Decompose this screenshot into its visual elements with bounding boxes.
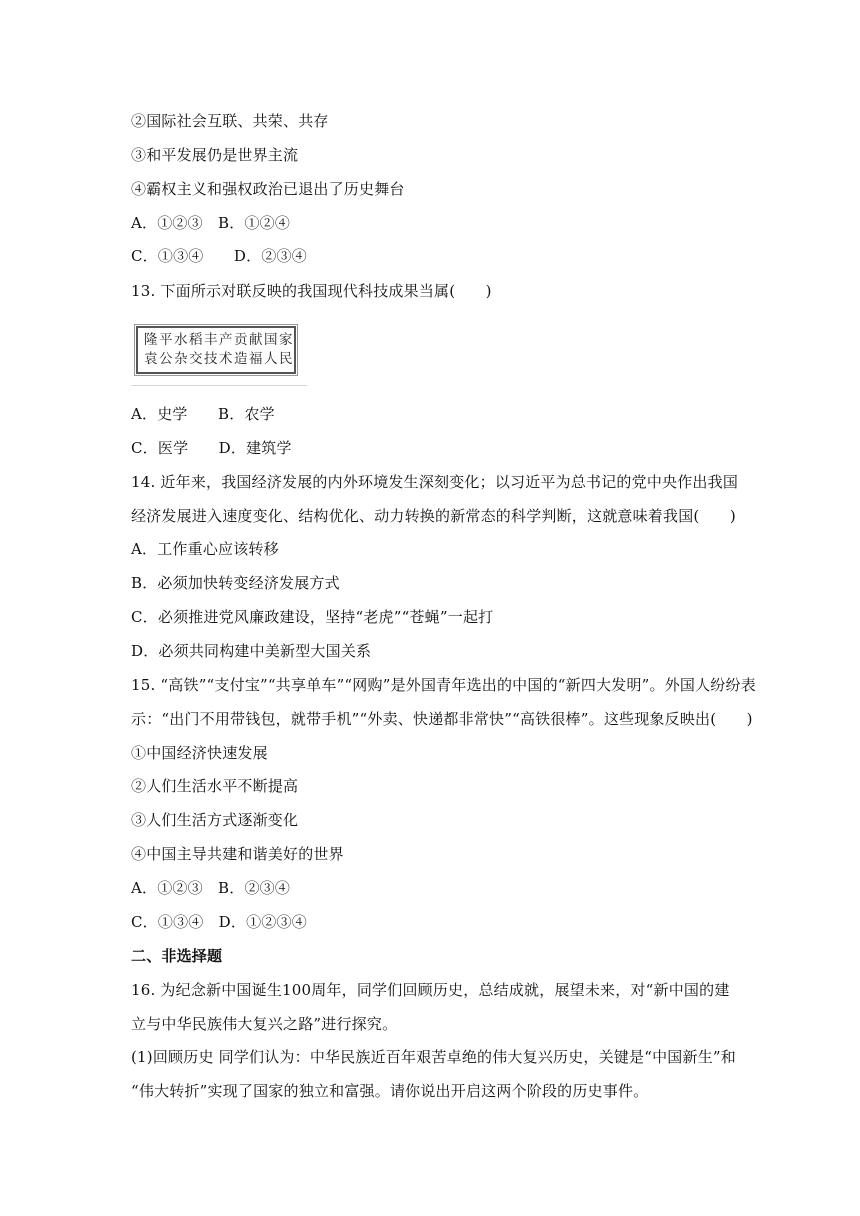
section-heading: 二、非选择题 [131,947,223,965]
answer-choices-ab: A．①②③ B．②③④ [131,879,291,897]
answer-choice-a: A．工作重心应该转移 [131,540,279,558]
answer-choices-cd: C．①③④ D．①②③④ [131,913,307,931]
option-statement-3: ③和平发展仍是世界主流 [131,146,299,164]
option-statement-1: ①中国经济快速发展 [131,744,268,762]
answer-choices-ab: A．①②③ B．①②④ [131,214,291,232]
answer-choice-d: D．必须共同构建中美新型大国关系 [131,642,372,660]
question-14-line-1: 14. 近年来，我国经济发展的内外环境发生深刻变化；以习近平为总书记的党中央作出我国 [131,473,739,491]
option-statement-2: ②人们生活水平不断提高 [131,777,299,795]
question-13: 13. 下面所示对联反映的我国现代科技成果当属( ) [131,282,492,300]
question-15-line-2: 示：“出门不用带钱包，就带手机”“外卖、快递都非常快”“高铁很棒”。这些现象反映出( ) [131,710,753,728]
couplet-image [131,321,307,386]
option-statement-4: ④霸权主义和强权政治已退出了历史舞台 [131,180,405,198]
option-statement-4: ④中国主导共建和谐美好的世界 [131,845,344,863]
answer-choice-b: B．必须加快转变经济发展方式 [131,574,340,592]
answer-choices-cd: C．①③④ D．②③④ [131,247,307,265]
couplet-line-upper: 隆平水稻丰产贡献国家 [144,332,294,348]
question-14-line-2: 经济发展进入速度变化、结构优化、动力转换的新常态的科学判断，这就意味着我国( ) [131,507,736,525]
question-16-line-2: 立与中华民族伟大复兴之路”进行探究。 [131,1015,398,1033]
answer-choices-ab: A．史学 B．农学 [131,405,275,423]
answer-choices-cd: C．医学 D．建筑学 [131,439,292,457]
question-16-part-1-line-1: (1)回顾历史 同学们认为：中华民族近百年艰苦卓绝的伟大复兴历史，关键是“中国新生”和 [131,1048,736,1066]
couplet-line-lower: 袁公杂交技术造福人民 [144,351,294,367]
answer-choice-c: C．必须推进党风廉政建设，坚持“老虎”“苍蝇”一起打 [131,608,494,626]
question-16-line-1: 16. 为纪念新中国诞生100周年，同学们回顾历史，总结成就，展望未来，对“新中国的建 [131,981,730,999]
question-16-part-1-line-2: “伟大转折”实现了国家的独立和富强。请你说出开启这两个阶段的历史事件。 [131,1082,649,1100]
couplet-frame [136,326,296,374]
option-statement-2: ②国际社会互联、共荣、共存 [131,112,329,130]
question-15-line-1: 15. “高铁”“支付宝”“共享单车”“网购”是外国青年选出的中国的“新四大发明”。外国人纷纷表 [131,676,756,694]
option-statement-3: ③人们生活方式逐渐变化 [131,811,299,829]
